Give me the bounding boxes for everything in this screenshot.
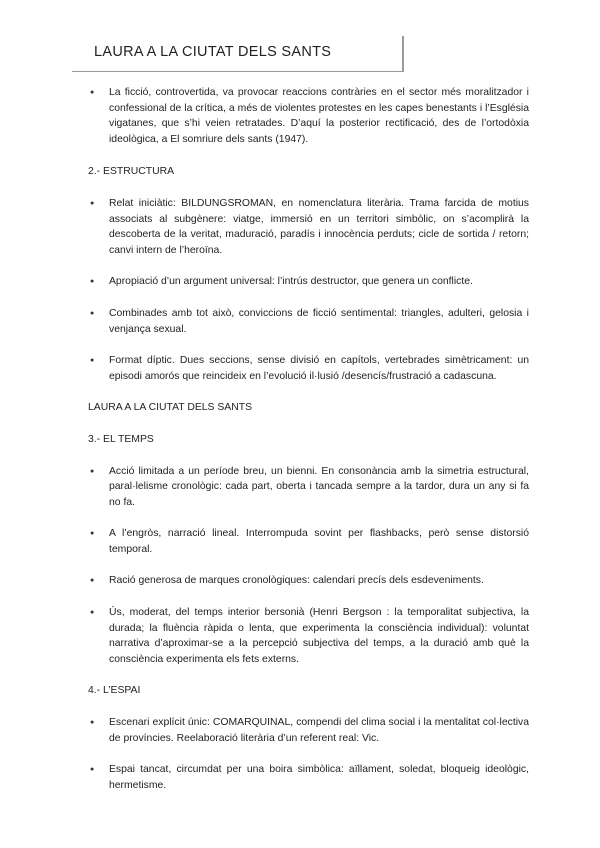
repeated-title: LAURA A LA CIUTAT DELS SANTS <box>88 402 252 414</box>
page-header <box>72 36 404 72</box>
list-item: ● Ús, moderat, del temps interior bersonià (Henri Bergson : la temporalitat subjectiva, la durada; la fluència ràpida o lenta, que experimenta la consciència individual): voluntat narrativa d’aproximar-se a la percepció subjectiva del temps, a la duració amb què la consciència experimenta els fets externs. <box>89 605 529 667</box>
list-item: ● La ficció, controvertida, va provocar reaccions contràries en el sector més moralitzador i confessional de la crítica, a més de violentes protestes en les capes benestants i l’Església vigatanes, que s’hi veien retratades. D’aquí la posterior rectificació, des de l’ortodòxia ideològica, a El somriure dels sants (1947). <box>89 85 529 147</box>
list-item: ● Escenari explícit únic: COMARQUINAL, compendi del clima social i la mentalitat col·lectiva de províncies. Reelaboració literària d’un referent real: Vic. <box>89 715 529 746</box>
list-item: ● Apropiació d’un argument universal: l’intrús destructor, que genera un conflicte. <box>89 274 529 290</box>
list-item: ● Acció limitada a un període breu, un bienni. En consonància amb la simetria estructural, paral·lelisme cronològic: cada part, oberta i tancada sempre a la tardor, dura un any si fa no fa. <box>89 464 529 511</box>
list-item: ● Espai tancat, circumdat per una boira simbòlica: aïllament, soledat, bloqueig ideològic, hermetisme. <box>89 762 529 793</box>
list-item: ● Combinades amb tot això, conviccions de ficció sentimental: triangles, adulteri, gelosia i venjança sexual. <box>89 306 529 337</box>
section-heading-temps: 3.- EL TEMPS <box>88 433 154 445</box>
list-item: ● Ració generosa de marques cronològiques: calendari precís dels esdeveniments. <box>89 573 529 589</box>
document-body <box>89 85 529 793</box>
section-heading-espai: 4.- L’ESPAI <box>88 685 141 697</box>
list-item: ● Format díptic. Dues seccions, sense divisió en capítols, vertebrades simètricament: un episodi amorós que reincideix en l’evolució il·lusió /desencís/frustració a cadascuna. <box>89 353 529 384</box>
header-title: LAURA A LA CIUTAT DELS SANTS <box>94 44 332 60</box>
list-item: ● A l’engròs, narració lineal. Interrompuda sovint per flashbacks, però sense distorsió temporal. <box>89 526 529 557</box>
section-heading-estructura: 2.- ESTRUCTURA <box>88 166 175 178</box>
list-item: ● Relat iniciàtic: BILDUNGSROMAN, en nomenclatura literària. Trama farcida de motius associats al subgènere: viatge, immersió en un territori simbòlic, on s’acomplirà la descoberta de la veritat, maduració, paradís i innocència perduts; cicle de sortida / retorn; canvi intern de l’heroïna. <box>89 196 529 258</box>
